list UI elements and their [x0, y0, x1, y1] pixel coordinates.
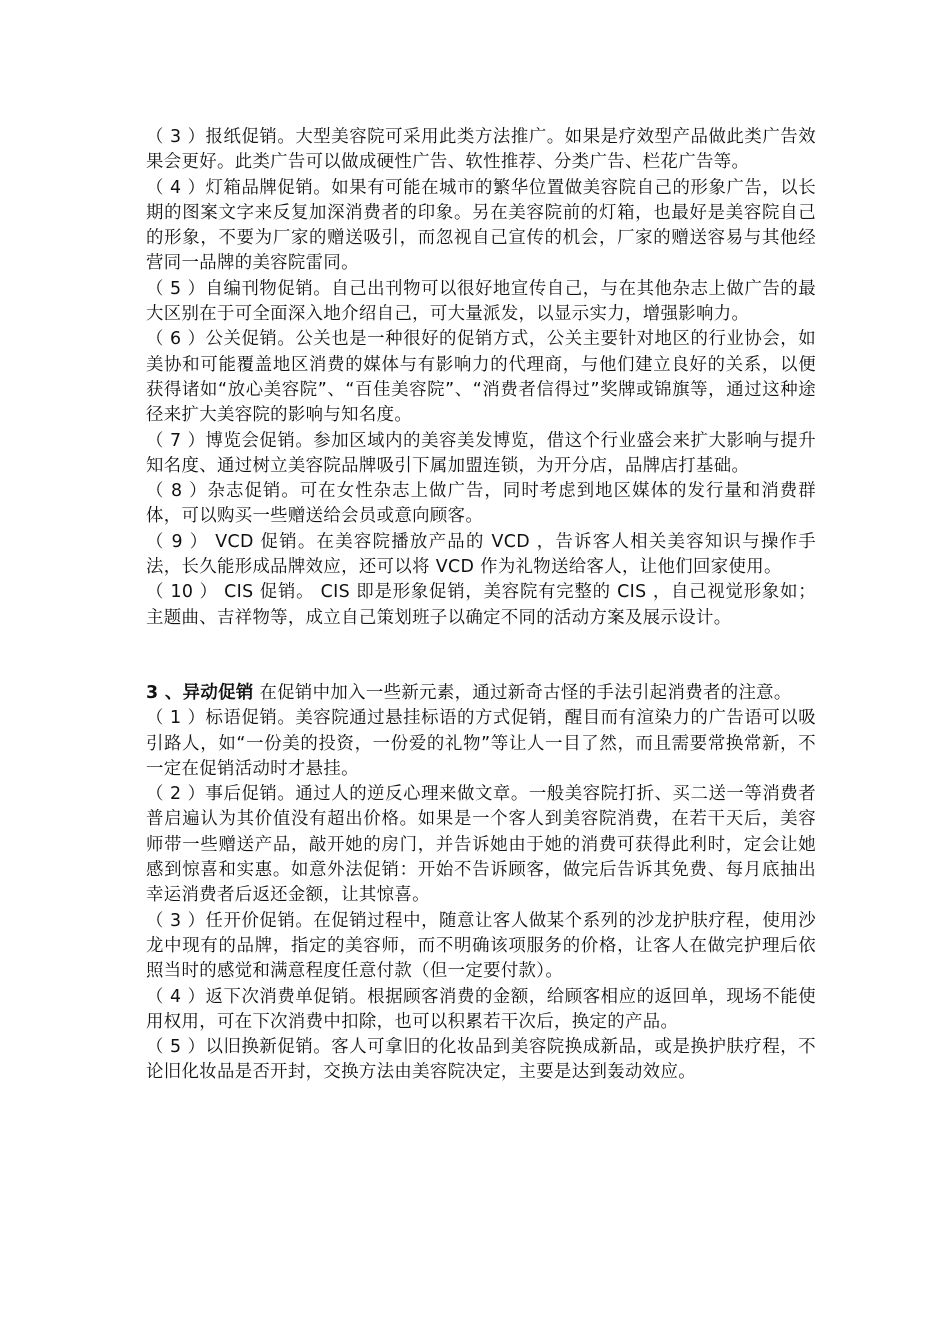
paragraph-return-voucher-promotion: （ 4 ）返下次消费单促销。根据顾客消费的金额，给顾客相应的返回单，现场不能使用权用，可在下次消费中扣除，也可以积累若干次后，换定的产品。	[146, 986, 816, 1032]
paragraph-free-price-promotion: （ 3 ）任开价促销。在促销过程中，随意让客人做某个系列的沙龙护肤疗程，使用沙龙中现有的品牌，指定的美容师，而不明确该项服务的价格，让客人在做完护理后依照当时的感觉和满意程度任意付款（但一定要付款）。	[146, 910, 816, 982]
paragraph-expo-promotion: （ 7 ）博览会促销。参加区域内的美容美发博览，借这个行业盛会来扩大影响与提升知名度、通过树立美容院品牌吸引下属加盟连锁，为开分店，品牌店打基础。	[146, 430, 816, 476]
paragraph-after-promotion: （ 2 ）事后促销。通过人的逆反心理来做文章。一般美容院打折、买二送一等消费者普启遍认为其价值没有超出价格。如果是一个客人到美容院消费，在若干天后，美容师带一些赠送产品，敲开她的房门，并告诉她由于她的消费可获得此利时，定会让她感到惊喜和实惠。如意外法促销：开始不告诉顾客，做完后告诉其免费、每月底抽出幸运消费者后返还金额，让其惊喜。	[146, 784, 816, 906]
section-heading-text: 在促销中加入一些新元素，通过新奇古怪的手法引起消费者的注意。	[253, 682, 792, 703]
document-page	[146, 125, 816, 1086]
paragraph-trade-in-promotion: （ 5 ）以旧换新促销。客人可拿旧的化妆品到美容院换成新品，或是换护肤疗程，不论旧化妆品是否开封，交换方法由美容院决定，主要是达到轰动效应。	[146, 1037, 816, 1083]
paragraph-newspaper-promotion: （ 3 ）报纸促销。大型美容院可采用此类方法推广。如果是疗效型产品做此类广告效果会更好。此类广告可以做成硬性广告、软性推荐、分类广告、栏花广告等。	[146, 127, 816, 173]
paragraph-periodical-promotion: （ 5 ）自编刊物促销。自己出刊物可以很好地宣传自己，与在其他杂志上做广告的最大区别在于可全面深入地介绍自己，可大量派发，以显示实力，增强影响力。	[146, 278, 816, 325]
paragraph-magazine-promotion: （ 8 ）杂志促销。可在女性杂志上做广告，同时考虑到地区媒体的发行量和消费群体，可以购买一些赠送给会员或意向顾客。	[146, 481, 816, 527]
section-heading-label: 3 、异动促销	[146, 682, 254, 703]
section-spacer	[146, 631, 816, 681]
section-heading	[146, 681, 816, 706]
paragraph-lightbox-promotion: （ 4 ）灯箱品牌促销。如果有可能在城市的繁华位置做美容院自己的形象广告，以长期的图案文字来反复加深消费者的印象。另在美容院前的灯箱，也最好是美容院自己的形象，不要为厂家的赠送吸引，而忽视自己宣传的机会，厂家的赠送容易与其他经营同一品牌的美容院雷同。	[146, 177, 816, 274]
paragraph-slogan-promotion: （ 1 ）标语促销。美容院通过悬挂标语的方式促销，醒目而有渲染力的广告语可以吸引路人，如“一份美的投资，一份爱的礼物”等让人一目了然，而且需要常换常新，不一定在促销活动时才悬挂。	[146, 708, 816, 779]
paragraph-pr-promotion: （ 6 ）公关促销。公关也是一种很好的促销方式，公关主要针对地区的行业协会，如美协和可能覆盖地区消费的媒体与有影响力的代理商，与他们建立良好的关系，以便获得诸如“放心美容院”、“百佳美容院”、“消费者信得过”奖牌或锦旗等，通过这种途径来扩大美容院的影响与知名度。	[146, 329, 816, 426]
paragraph-cis-promotion: （ 10 ） CIS 促销。 CIS 即是形象促销，美容院有完整的 CIS ，自己视觉形象如；主题曲、吉祥物等，成立自己策划班子以确定不同的活动方案及展示设计。	[146, 582, 816, 628]
paragraph-vcd-promotion: （ 9 ） VCD 促销。在美容院播放产品的 VCD ，告诉客人相关美容知识与操作手法，长久能形成品牌效应，还可以将 VCD 作为礼物送给客人，让他们回家使用。	[146, 531, 816, 578]
